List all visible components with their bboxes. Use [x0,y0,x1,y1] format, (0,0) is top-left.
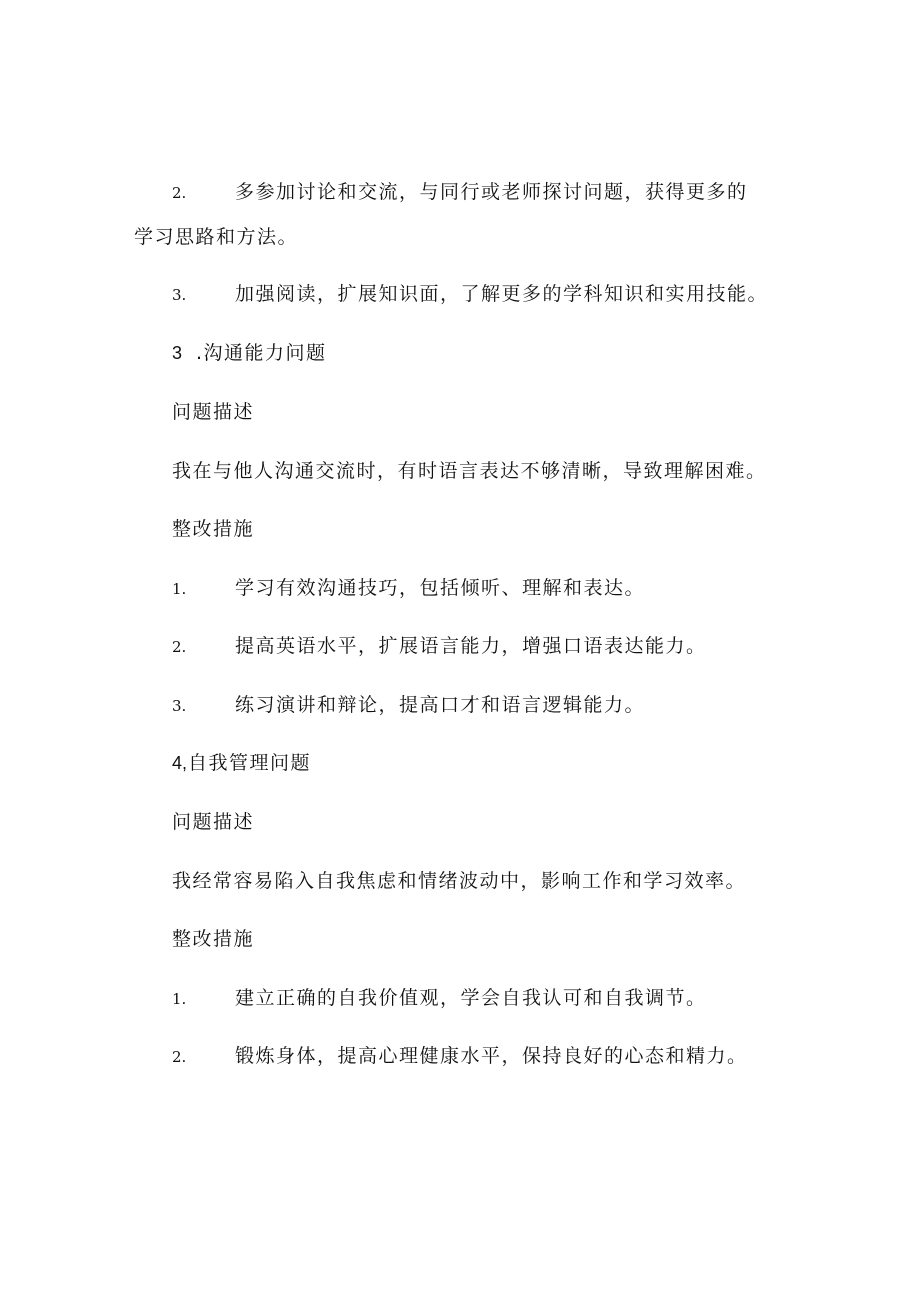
section-heading-number: 3 [172,343,183,363]
list-item-number: 1. [172,990,187,1008]
section-heading-number: 4, [172,753,188,773]
corrective-measures-label: 整改措施 [172,928,255,950]
list-item-number: 2. [172,184,187,202]
list-item-text: 加强阅读，扩展知识面，了解更多的学科知识和实用技能。 [235,283,769,305]
list-item-text: 提高英语水平，扩展语言能力，增强口语表达能力。 [235,635,707,657]
list-item-text-continued: 学习思路和方法。 [134,226,299,248]
corrective-measures-label: 整改措施 [172,518,255,540]
list-item-text: 锻炼身体，提高心理健康水平，保持良好的心态和精力。 [235,1045,748,1067]
list-item-text: 学习有效沟通技巧，包括倾听、理解和表达。 [235,577,646,599]
list-item-number: 1. [172,580,187,598]
problem-description-text: 我经常容易陷入自我焦虑和情绪波动中，影响工作和学习效率。 [172,870,747,892]
list-item-text: 多参加讨论和交流，与同行或老师探讨问题，获得更多的 [235,181,748,203]
list-item-text: 建立正确的自我价值观，学会自我认可和自我调节。 [235,987,707,1009]
list-item-text: 练习演讲和辩论，提高口才和语言逻辑能力。 [235,694,646,716]
section-heading-title: 自我管理问题 [188,752,312,774]
section-heading-title: .沟通能力问题 [196,342,327,364]
problem-description-label: 问题描述 [172,401,255,423]
list-item-number: 3. [172,697,187,715]
problem-description-text: 我在与他人沟通交流时，有时语言表达不够清晰，导致理解困难。 [172,460,767,482]
problem-description-label: 问题描述 [172,811,255,833]
list-item-number: 2. [172,638,187,656]
list-item-number: 3. [172,286,187,304]
list-item-number: 2. [172,1048,187,1066]
